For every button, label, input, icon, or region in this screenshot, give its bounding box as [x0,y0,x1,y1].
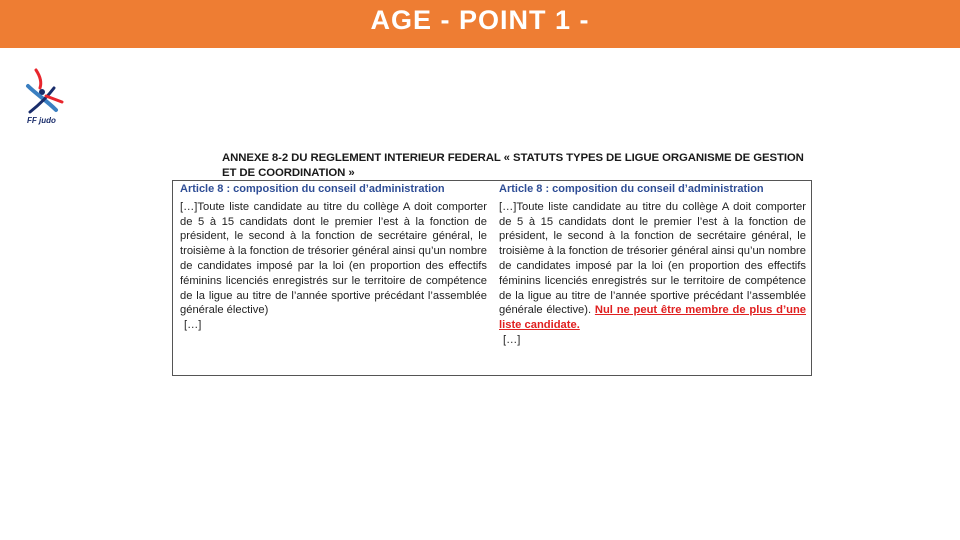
right-column-ellipsis: […] [503,333,521,346]
left-column-heading: Article 8 : composition du conseil d’administration [180,183,445,195]
annex-title: ANNEXE 8-2 DU REGLEMENT INTERIEUR FEDERAL « STATUTS TYPES DE LIGUE ORGANISME DE GESTION ET DE COORDINATION » [222,152,804,179]
logo-text: FF judo [27,116,56,125]
right-column-body-wrapper [499,200,806,333]
slide-title: AGE - POINT 1 - [370,5,590,35]
right-column-body: […]Toute liste candidate au titre du collège A doit comporter de 5 à 15 candidats dont le premier l’est à la fonction de président, le second à la fonction de secrétaire général, le troisième à la fonction de trésorier général ainsi qu’un nombre de candidates imposé par la loi (en proportion des effectifs féminins licenciés enregistrés sur le territoire de compétence de la ligue au titre de l’année sportive précédant l’assemblée générale élective). [499,200,806,317]
header-bar [0,0,960,48]
right-column-highlight: Nul ne peut être membre de plus d’une liste candidate. [499,304,807,332]
right-column-heading: Article 8 : composition du conseil d’administration [499,183,764,195]
left-column-ellipsis: […] [184,319,202,332]
right-column [499,181,806,348]
left-column-body: […]Toute liste candidate au titre du collège A doit comporter de 5 à 15 candidats dont le premier l’est à la fonction de président, le second à la fonction de secrétaire général, le troisième à la fonction de trésorier général ainsi qu’un nombre de candidates imposé par la loi (en proportion des effectifs féminins licenciés enregistrés sur le territoire de compétence de la ligue au titre de l’année sportive précédant l’assemblée générale élective) [180,200,487,317]
comparison-table [172,180,812,376]
left-column [180,181,487,333]
